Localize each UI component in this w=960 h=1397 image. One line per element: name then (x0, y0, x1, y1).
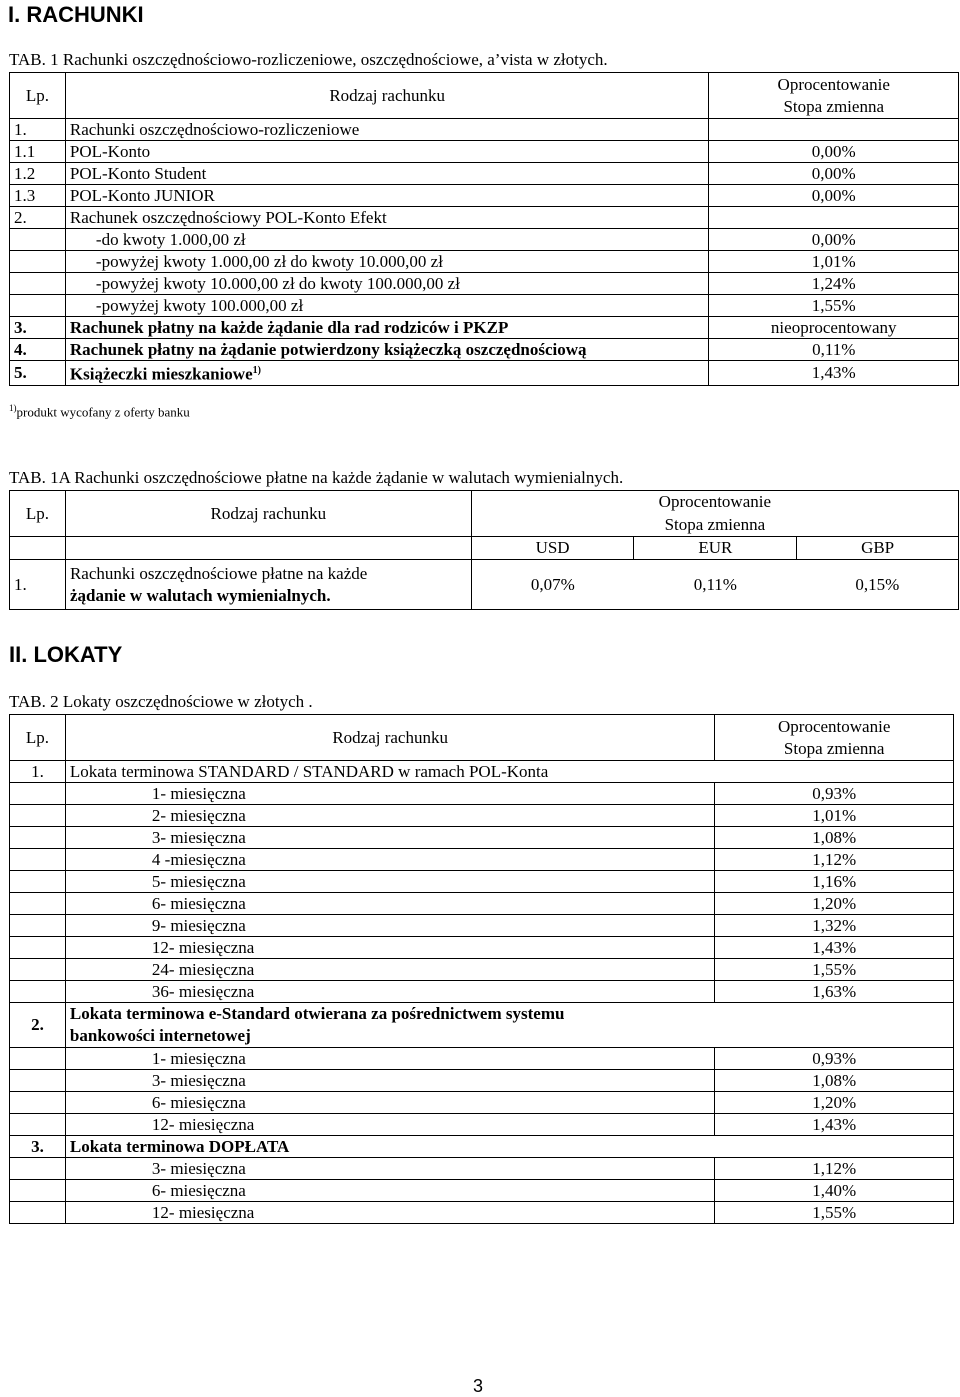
rate-usd: 0,07% (471, 560, 634, 610)
row-term: 5- miesięczna (65, 871, 714, 893)
table-row (10, 339, 959, 361)
row-lp (10, 273, 66, 295)
group-name-line: Lokata terminowa e-Standard otwierana za pośrednictwem systemu (69, 1004, 565, 1023)
row-name-text: Książeczki mieszkaniowe (69, 364, 253, 384)
table-row (10, 981, 954, 1003)
row-lp-empty (10, 937, 66, 959)
table1-body (10, 119, 959, 386)
table-row (10, 827, 954, 849)
row-rate: 0,93% (715, 1048, 954, 1070)
row-lp-empty (10, 1158, 66, 1180)
table-row (10, 871, 954, 893)
row-rate: 1,20% (715, 1092, 954, 1114)
row-name (65, 207, 709, 229)
table-row (10, 1070, 954, 1092)
row-rate: 1,43% (715, 937, 954, 959)
row-term: 36- miesięczna (65, 981, 714, 1003)
table-row (10, 141, 959, 163)
row-name (65, 141, 709, 163)
row-rate (709, 207, 959, 229)
table-row (10, 207, 959, 229)
row-rate: 1,55% (715, 1202, 954, 1224)
rate-gbp: 0,15% (797, 560, 959, 610)
row-lp: 1.3 (10, 185, 66, 207)
header-interest-title: Oprocentowanie (777, 74, 890, 94)
row-lp-empty (10, 871, 66, 893)
row-lp: 1. (10, 119, 66, 141)
row-rate: 1,08% (715, 827, 954, 849)
row-name-text: -do kwoty 1.000,00 zł (95, 229, 246, 249)
row-rate: 1,20% (715, 893, 954, 915)
row-rate: 0,11% (709, 339, 959, 361)
section-title-rachunki: I. RACHUNKI (8, 2, 144, 27)
row-lp: 2. (10, 207, 66, 229)
header-interest-sub: Stopa zmienna (783, 738, 885, 758)
row-name-text: Rachunek oszczędnościowy POL-Konto Efekt (69, 207, 387, 227)
row-rate (709, 119, 959, 141)
row-rate: 1,43% (709, 361, 959, 386)
table-row (10, 273, 959, 295)
row-name-text: Rachunki oszczędnościowo-rozliczeniowe (69, 119, 360, 139)
currency-usd: USD (471, 537, 634, 560)
row-rate: 1,01% (715, 805, 954, 827)
row-lp-empty (10, 1180, 66, 1202)
table1-accounts (9, 72, 959, 386)
table-row-group (10, 1136, 954, 1158)
row-name-text: POL-Konto (69, 141, 151, 161)
table-row (10, 783, 954, 805)
row-lp-empty (10, 827, 66, 849)
footnote-text: produkt wycofany z oferty banku (16, 404, 190, 420)
row-name-line1: Rachunki oszczędnościowe płatne na każde (69, 563, 368, 583)
row-rate: 1,43% (715, 1114, 954, 1136)
table-row (10, 251, 959, 273)
row-term: 1- miesięczna (65, 783, 714, 805)
row-name-text: POL-Konto JUNIOR (69, 185, 215, 205)
row-lp-empty (10, 981, 66, 1003)
row-name (65, 251, 709, 273)
table2-body (10, 761, 954, 1224)
header-interest-sub: Stopa zmienna (471, 514, 958, 537)
table-row (10, 295, 959, 317)
row-lp: 4. (10, 339, 66, 361)
header-lp: Lp. (10, 715, 66, 761)
row-name-text: POL-Konto Student (69, 163, 207, 183)
table-row (10, 317, 959, 339)
rate-eur: 0,11% (634, 560, 797, 610)
row-lp-empty (10, 1114, 66, 1136)
group-rate-empty (715, 1136, 954, 1158)
row-rate: 1,16% (715, 871, 954, 893)
header-interest-title: Oprocentowanie (778, 716, 891, 736)
table-row (10, 119, 959, 141)
row-term: 6- miesięczna (65, 1092, 714, 1114)
row-term: 3- miesięczna (65, 1070, 714, 1092)
row-rate: nieoprocentowany (709, 317, 959, 339)
row-name (65, 560, 471, 610)
currency-gbp: GBP (797, 537, 959, 560)
header-account-type: Rodzaj rachunku (65, 491, 471, 537)
row-term: 12- miesięczna (65, 937, 714, 959)
row-lp: 1. (10, 560, 66, 610)
row-term: 12- miesięczna (65, 1114, 714, 1136)
header-account-type: Rodzaj rachunku (65, 715, 714, 761)
table1-caption: TAB. 1 Rachunki oszczędnościowo-rozliczeniowe, oszczędnościowe, a’vista w złotych. (9, 50, 608, 69)
row-name (65, 361, 709, 386)
row-name-text: -powyżej kwoty 10.000,00 zł do kwoty 100.000,00 zł (95, 273, 460, 293)
row-term: 2- miesięczna (65, 805, 714, 827)
table-row (10, 1114, 954, 1136)
row-name-line2: żądanie w walutach wymienialnych. (69, 585, 331, 605)
row-name-text: -powyżej kwoty 100.000,00 zł (95, 295, 304, 315)
row-rate: 1,08% (715, 1070, 954, 1092)
group-name: Lokata terminowa DOPŁATA (65, 1136, 714, 1158)
header-account-type: Rodzaj rachunku (65, 73, 709, 119)
row-rate: 1,32% (715, 915, 954, 937)
table-row (10, 163, 959, 185)
row-lp (10, 251, 66, 273)
row-lp-empty (10, 893, 66, 915)
row-rate: 0,00% (709, 141, 959, 163)
table-row (10, 805, 954, 827)
header-interest-sub: Stopa zmienna (783, 96, 884, 116)
table1a-currency-accounts (9, 490, 959, 610)
row-name (65, 339, 709, 361)
row-lp-empty (10, 1070, 66, 1092)
row-name (65, 163, 709, 185)
row-rate: 1,01% (709, 251, 959, 273)
row-term: 12- miesięczna (65, 1202, 714, 1224)
group-lp: 1. (10, 761, 66, 783)
row-term: 24- miesięczna (65, 959, 714, 981)
row-name (65, 295, 709, 317)
table-row (10, 560, 959, 610)
group-rate-empty (715, 1003, 954, 1048)
table-row (10, 1092, 954, 1114)
table2-header (10, 715, 954, 761)
row-lp-empty (10, 805, 66, 827)
table1-footnote (9, 403, 190, 420)
table-row (10, 1158, 954, 1180)
row-name (65, 229, 709, 251)
table-row (10, 937, 954, 959)
row-rate: 0,93% (715, 783, 954, 805)
row-lp-empty (10, 915, 66, 937)
row-name-text: Rachunek płatny na żądanie potwierdzony książeczką oszczędnościową (69, 339, 587, 359)
table-row (10, 1048, 954, 1070)
table2-caption: TAB. 2 Lokaty oszczędnościowe w złotych . (9, 692, 313, 711)
group-name (65, 1003, 714, 1048)
group-name: Lokata terminowa STANDARD / STANDARD w ramach POL-Konta (65, 761, 714, 783)
table-row (10, 229, 959, 251)
header-interest-title: Oprocentowanie (471, 491, 958, 514)
row-lp-empty (10, 959, 66, 981)
currency-eur: EUR (634, 537, 797, 560)
table-row (10, 1180, 954, 1202)
row-rate: 1,63% (715, 981, 954, 1003)
table2-deposits (9, 714, 954, 1224)
row-rate: 0,00% (709, 229, 959, 251)
row-term: 4 -miesięczna (65, 849, 714, 871)
footnote-mark: 1) (9, 403, 17, 413)
row-rate: 1,55% (715, 959, 954, 981)
header-lp: Lp. (10, 73, 66, 119)
row-term: 9- miesięczna (65, 915, 714, 937)
row-lp-empty (10, 1202, 66, 1224)
table-row (10, 849, 954, 871)
row-lp-empty (10, 1048, 66, 1070)
header-interest (709, 73, 959, 119)
table-row-group (10, 1003, 954, 1048)
table-row-group (10, 761, 954, 783)
table-row (10, 959, 954, 981)
table-row (10, 893, 954, 915)
table-row (10, 185, 959, 207)
group-lp: 2. (10, 1003, 66, 1048)
header-lp: Lp. (10, 491, 66, 537)
group-name-line: bankowości internetowej (69, 1026, 251, 1045)
row-rate: 1,12% (715, 1158, 954, 1180)
row-rate: 0,00% (709, 185, 959, 207)
row-lp: 3. (10, 317, 66, 339)
row-lp: 5. (10, 361, 66, 386)
row-name (65, 273, 709, 295)
section-title-lokaty: II. LOKATY (9, 642, 123, 667)
header-interest (715, 715, 954, 761)
row-term: 6- miesięczna (65, 893, 714, 915)
row-name-text: Rachunek płatny na każde żądanie dla rad rodziców i PKZP (69, 317, 509, 337)
footnote-ref: 1) (252, 365, 261, 376)
row-term: 6- miesięczna (65, 1180, 714, 1202)
row-lp (10, 295, 66, 317)
row-lp (10, 229, 66, 251)
row-rate: 1,24% (709, 273, 959, 295)
row-term: 1- miesięczna (65, 1048, 714, 1070)
table1-header (10, 73, 959, 119)
row-lp-empty (10, 783, 66, 805)
row-lp-empty (10, 849, 66, 871)
table-row (10, 1202, 954, 1224)
row-rate: 0,00% (709, 163, 959, 185)
row-lp-empty (10, 1092, 66, 1114)
row-term: 3- miesięczna (65, 1158, 714, 1180)
table-row (10, 361, 959, 386)
row-name (65, 119, 709, 141)
page-number: 3 (473, 1376, 484, 1396)
row-name (65, 317, 709, 339)
row-rate: 1,40% (715, 1180, 954, 1202)
group-rate-empty (715, 761, 954, 783)
row-rate: 1,55% (709, 295, 959, 317)
row-lp: 1.1 (10, 141, 66, 163)
row-name-text: -powyżej kwoty 1.000,00 zł do kwoty 10.000,00 zł (95, 251, 443, 271)
row-term: 3- miesięczna (65, 827, 714, 849)
row-name (65, 185, 709, 207)
table1a-caption: TAB. 1A Rachunki oszczędnościowe płatne na każde żądanie w walutach wymienialnych. (9, 468, 624, 487)
group-lp: 3. (10, 1136, 66, 1158)
row-rate: 1,12% (715, 849, 954, 871)
row-lp: 1.2 (10, 163, 66, 185)
table-row (10, 915, 954, 937)
